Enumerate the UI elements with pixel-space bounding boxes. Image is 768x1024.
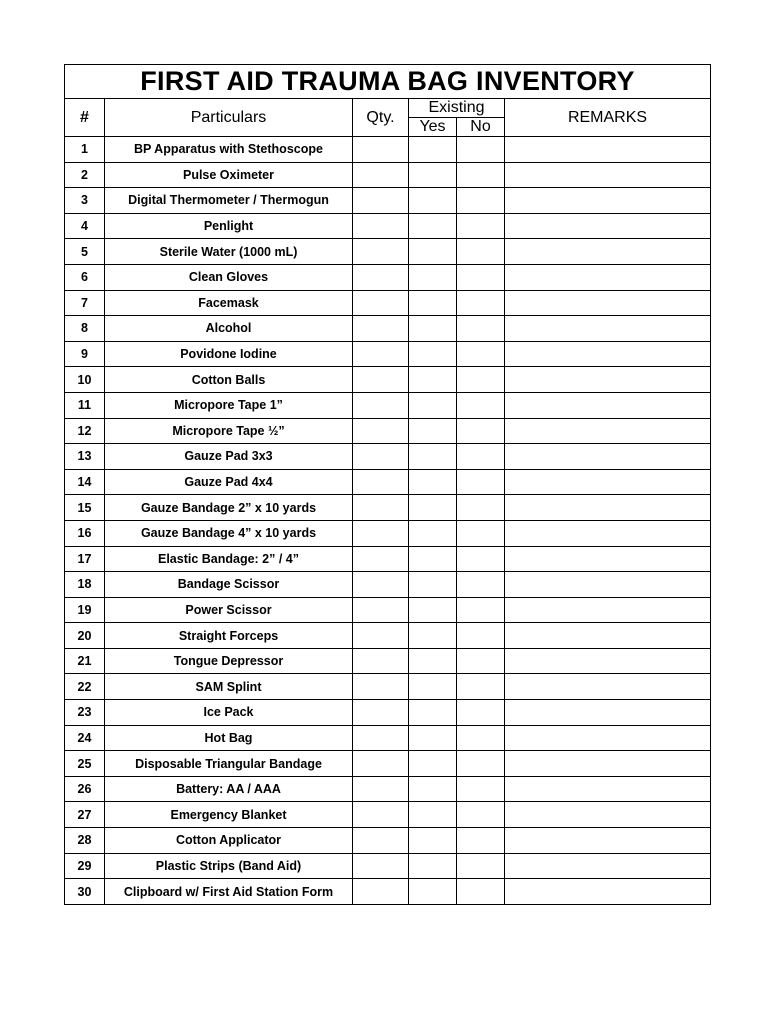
table-row [65,623,711,649]
qty-cell[interactable] [353,572,409,598]
item-name: Bandage Scissor [105,572,353,598]
existing-no-cell[interactable] [457,444,505,470]
remarks-cell[interactable] [505,367,711,393]
existing-no-cell[interactable] [457,290,505,316]
existing-no-cell[interactable] [457,239,505,265]
item-name: Straight Forceps [105,623,353,649]
item-name: Micropore Tape 1” [105,392,353,418]
existing-no-cell[interactable] [457,674,505,700]
existing-no-cell[interactable] [457,341,505,367]
qty-cell[interactable] [353,418,409,444]
item-name: BP Apparatus with Stethoscope [105,137,353,163]
header-yes: Yes [409,118,457,137]
existing-no-cell[interactable] [457,316,505,342]
table-row [65,290,711,316]
remarks-cell[interactable] [505,418,711,444]
qty-cell[interactable] [353,648,409,674]
qty-cell[interactable] [353,213,409,239]
item-number: 5 [65,239,105,265]
qty-cell[interactable] [353,828,409,854]
item-number: 10 [65,367,105,393]
existing-no-cell[interactable] [457,751,505,777]
table-row [65,367,711,393]
item-name: Power Scissor [105,597,353,623]
existing-no-cell[interactable] [457,776,505,802]
qty-cell[interactable] [353,392,409,418]
item-number: 24 [65,725,105,751]
table-row [65,137,711,163]
qty-cell[interactable] [353,316,409,342]
header-no: No [457,118,505,137]
item-number: 28 [65,828,105,854]
remarks-cell[interactable] [505,546,711,572]
qty-cell[interactable] [353,188,409,214]
qty-cell[interactable] [353,290,409,316]
existing-yes-cell[interactable] [409,597,457,623]
remarks-cell[interactable] [505,572,711,598]
item-number: 15 [65,495,105,521]
qty-cell[interactable] [353,725,409,751]
item-number: 1 [65,137,105,163]
table-row [65,316,711,342]
item-name: Facemask [105,290,353,316]
header-particulars: Particulars [105,99,353,137]
item-name: Cotton Applicator [105,828,353,854]
table-row [65,572,711,598]
table-row [65,828,711,854]
inventory-table [64,64,711,905]
existing-yes-cell[interactable] [409,316,457,342]
remarks-cell[interactable] [505,853,711,879]
existing-no-cell[interactable] [457,367,505,393]
remarks-cell[interactable] [505,700,711,726]
remarks-cell[interactable] [505,776,711,802]
remarks-cell[interactable] [505,725,711,751]
existing-yes-cell[interactable] [409,623,457,649]
qty-cell[interactable] [353,520,409,546]
table-row [65,879,711,905]
remarks-cell[interactable] [505,828,711,854]
remarks-cell[interactable] [505,469,711,495]
item-number: 18 [65,572,105,598]
existing-yes-cell[interactable] [409,879,457,905]
item-name: Plastic Strips (Band Aid) [105,853,353,879]
item-name: Cotton Balls [105,367,353,393]
table-row [65,495,711,521]
table-row [65,751,711,777]
item-name: Alcohol [105,316,353,342]
remarks-cell[interactable] [505,879,711,905]
table-row [65,520,711,546]
qty-cell[interactable] [353,853,409,879]
existing-yes-cell[interactable] [409,828,457,854]
item-name: Emergency Blanket [105,802,353,828]
item-name: Digital Thermometer / Thermogun [105,188,353,214]
existing-no-cell[interactable] [457,700,505,726]
qty-cell[interactable] [353,264,409,290]
remarks-cell[interactable] [505,290,711,316]
qty-cell[interactable] [353,341,409,367]
item-name: Sterile Water (1000 mL) [105,239,353,265]
existing-no-cell[interactable] [457,802,505,828]
header-remarks: REMARKS [505,99,711,137]
table-row [65,264,711,290]
existing-yes-cell[interactable] [409,674,457,700]
existing-yes-cell[interactable] [409,188,457,214]
qty-cell[interactable] [353,469,409,495]
remarks-cell[interactable] [505,188,711,214]
table-row [65,674,711,700]
qty-cell[interactable] [353,162,409,188]
item-name: Gauze Bandage 4” x 10 yards [105,520,353,546]
remarks-cell[interactable] [505,239,711,265]
existing-no-cell[interactable] [457,188,505,214]
existing-no-cell[interactable] [457,828,505,854]
item-number: 16 [65,520,105,546]
item-number: 25 [65,751,105,777]
qty-cell[interactable] [353,700,409,726]
item-number: 12 [65,418,105,444]
table-row [65,418,711,444]
remarks-cell[interactable] [505,648,711,674]
existing-yes-cell[interactable] [409,648,457,674]
item-number: 27 [65,802,105,828]
item-number: 21 [65,648,105,674]
remarks-cell[interactable] [505,674,711,700]
existing-no-cell[interactable] [457,546,505,572]
item-number: 3 [65,188,105,214]
qty-cell[interactable] [353,597,409,623]
qty-cell[interactable] [353,623,409,649]
header-existing: Existing [409,99,505,118]
table-row [65,546,711,572]
item-name: Elastic Bandage: 2” / 4” [105,546,353,572]
item-number: 17 [65,546,105,572]
item-name: Penlight [105,213,353,239]
existing-yes-cell[interactable] [409,725,457,751]
table-row [65,776,711,802]
item-number: 14 [65,469,105,495]
remarks-cell[interactable] [505,444,711,470]
item-number: 4 [65,213,105,239]
existing-no-cell[interactable] [457,264,505,290]
item-number: 11 [65,392,105,418]
existing-yes-cell[interactable] [409,162,457,188]
table-row [65,444,711,470]
existing-no-cell[interactable] [457,725,505,751]
qty-cell[interactable] [353,495,409,521]
table-row [65,802,711,828]
item-number: 2 [65,162,105,188]
remarks-cell[interactable] [505,137,711,163]
item-number: 13 [65,444,105,470]
table-row [65,392,711,418]
existing-no-cell[interactable] [457,520,505,546]
existing-yes-cell[interactable] [409,495,457,521]
existing-no-cell[interactable] [457,392,505,418]
table-row [65,597,711,623]
existing-no-cell[interactable] [457,879,505,905]
table-row [65,341,711,367]
header-qty: Qty. [353,99,409,137]
remarks-cell[interactable] [505,751,711,777]
remarks-cell[interactable] [505,264,711,290]
existing-no-cell[interactable] [457,572,505,598]
existing-yes-cell[interactable] [409,469,457,495]
table-row [65,188,711,214]
existing-no-cell[interactable] [457,623,505,649]
table-row [65,213,711,239]
existing-no-cell[interactable] [457,418,505,444]
existing-yes-cell[interactable] [409,546,457,572]
item-name: SAM Splint [105,674,353,700]
item-number: 30 [65,879,105,905]
existing-no-cell[interactable] [457,162,505,188]
table-row [65,725,711,751]
item-number: 8 [65,316,105,342]
existing-no-cell[interactable] [457,469,505,495]
item-name: Pulse Oximeter [105,162,353,188]
existing-yes-cell[interactable] [409,751,457,777]
qty-cell[interactable] [353,444,409,470]
item-name: Gauze Pad 3x3 [105,444,353,470]
existing-yes-cell[interactable] [409,776,457,802]
item-name: Gauze Pad 4x4 [105,469,353,495]
existing-yes-cell[interactable] [409,239,457,265]
qty-cell[interactable] [353,546,409,572]
item-number: 22 [65,674,105,700]
existing-yes-cell[interactable] [409,444,457,470]
existing-no-cell[interactable] [457,495,505,521]
existing-yes-cell[interactable] [409,802,457,828]
existing-yes-cell[interactable] [409,572,457,598]
item-number: 23 [65,700,105,726]
remarks-cell[interactable] [505,623,711,649]
existing-yes-cell[interactable] [409,853,457,879]
qty-cell[interactable] [353,137,409,163]
item-name: Povidone Iodine [105,341,353,367]
existing-yes-cell[interactable] [409,264,457,290]
existing-yes-cell[interactable] [409,137,457,163]
item-number: 6 [65,264,105,290]
qty-cell[interactable] [353,776,409,802]
item-name: Micropore Tape ½” [105,418,353,444]
existing-no-cell[interactable] [457,648,505,674]
existing-no-cell[interactable] [457,137,505,163]
item-name: Hot Bag [105,725,353,751]
existing-no-cell[interactable] [457,597,505,623]
item-number: 9 [65,341,105,367]
qty-cell[interactable] [353,367,409,393]
item-name: Disposable Triangular Bandage [105,751,353,777]
table-row [65,469,711,495]
existing-yes-cell[interactable] [409,418,457,444]
remarks-cell[interactable] [505,392,711,418]
item-name: Tongue Depressor [105,648,353,674]
item-name: Gauze Bandage 2” x 10 yards [105,495,353,521]
table-row [65,700,711,726]
item-name: Battery: AA / AAA [105,776,353,802]
remarks-cell[interactable] [505,520,711,546]
existing-yes-cell[interactable] [409,290,457,316]
qty-cell[interactable] [353,674,409,700]
existing-yes-cell[interactable] [409,520,457,546]
item-name: Clean Gloves [105,264,353,290]
item-name: Clipboard w/ First Aid Station Form [105,879,353,905]
existing-yes-cell[interactable] [409,392,457,418]
table-row [65,162,711,188]
existing-yes-cell[interactable] [409,341,457,367]
qty-cell[interactable] [353,751,409,777]
existing-no-cell[interactable] [457,853,505,879]
table-row [65,648,711,674]
table-row [65,853,711,879]
item-number: 26 [65,776,105,802]
remarks-cell[interactable] [505,597,711,623]
existing-yes-cell[interactable] [409,213,457,239]
table-title: FIRST AID TRAUMA BAG INVENTORY [65,65,711,99]
item-name: Ice Pack [105,700,353,726]
item-number: 7 [65,290,105,316]
remarks-cell[interactable] [505,213,711,239]
item-number: 19 [65,597,105,623]
qty-cell[interactable] [353,879,409,905]
remarks-cell[interactable] [505,341,711,367]
remarks-cell[interactable] [505,162,711,188]
qty-cell[interactable] [353,239,409,265]
remarks-cell[interactable] [505,316,711,342]
remarks-cell[interactable] [505,802,711,828]
existing-no-cell[interactable] [457,213,505,239]
existing-yes-cell[interactable] [409,700,457,726]
existing-yes-cell[interactable] [409,367,457,393]
table-row [65,239,711,265]
remarks-cell[interactable] [505,495,711,521]
item-number: 29 [65,853,105,879]
item-number: 20 [65,623,105,649]
qty-cell[interactable] [353,802,409,828]
header-number: # [65,99,105,137]
